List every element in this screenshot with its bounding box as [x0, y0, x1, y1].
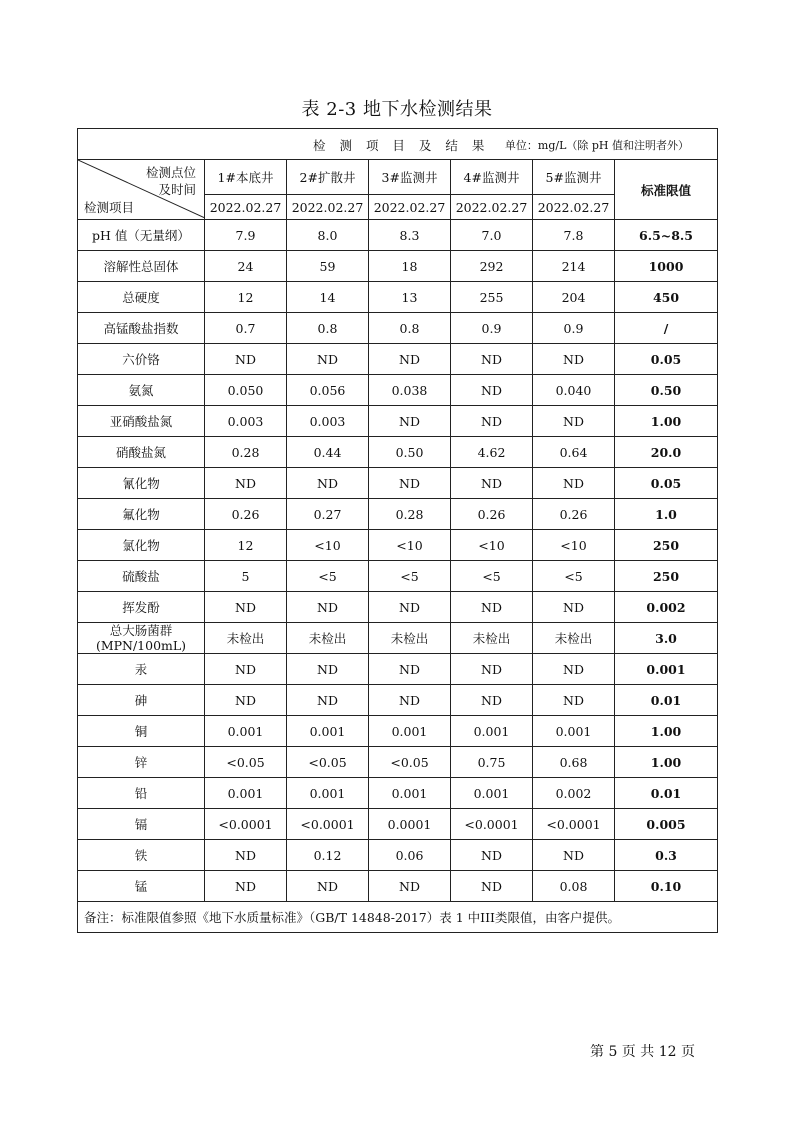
table-row — [78, 375, 718, 406]
result-value: 未检出 — [369, 623, 451, 654]
table-row — [78, 654, 718, 685]
item-name: 铁 — [78, 840, 205, 871]
result-value: 13 — [369, 282, 451, 313]
result-value: 12 — [205, 530, 287, 561]
result-value: 0.26 — [533, 499, 615, 530]
result-value: 0.8 — [287, 313, 369, 344]
result-value: 0.002 — [533, 778, 615, 809]
result-value: 未检出 — [205, 623, 287, 654]
result-value: ND — [205, 592, 287, 623]
table-row — [78, 282, 718, 313]
table-row — [78, 251, 718, 282]
table-row — [78, 561, 718, 592]
result-value: 8.0 — [287, 220, 369, 251]
result-value: 0.64 — [533, 437, 615, 468]
result-value: <10 — [451, 530, 533, 561]
result-value: <10 — [287, 530, 369, 561]
result-value: 0.001 — [451, 778, 533, 809]
result-value: ND — [451, 871, 533, 902]
result-value: 0.040 — [533, 375, 615, 406]
site-date: 2022.02.27 — [369, 195, 451, 220]
result-value: <5 — [287, 561, 369, 592]
result-value: 8.3 — [369, 220, 451, 251]
result-value: <5 — [451, 561, 533, 592]
table-row — [78, 344, 718, 375]
result-value: ND — [205, 654, 287, 685]
result-value: 0.44 — [287, 437, 369, 468]
standard-value: 0.002 — [615, 592, 718, 623]
standard-header: 标准限值 — [615, 160, 718, 220]
result-value: ND — [205, 685, 287, 716]
result-value: 0.8 — [369, 313, 451, 344]
result-value: <0.0001 — [533, 809, 615, 840]
result-value: ND — [451, 685, 533, 716]
result-value: ND — [369, 871, 451, 902]
table-row — [78, 592, 718, 623]
result-value: ND — [451, 654, 533, 685]
result-value: ND — [451, 344, 533, 375]
table-row — [78, 468, 718, 499]
item-name: 汞 — [78, 654, 205, 685]
table-row — [78, 406, 718, 437]
corner-top-label: 检测点位 及时间 — [145, 165, 196, 197]
result-value: 214 — [533, 251, 615, 282]
result-value: 0.7 — [205, 313, 287, 344]
result-value: ND — [451, 840, 533, 871]
table-row — [78, 685, 718, 716]
result-value: <0.05 — [369, 747, 451, 778]
site-header: 3#监测井 — [369, 160, 451, 195]
item-name: 六价铬 — [78, 344, 205, 375]
result-value: ND — [369, 344, 451, 375]
result-value: 0.001 — [205, 778, 287, 809]
result-value: 0.9 — [451, 313, 533, 344]
result-value: 14 — [287, 282, 369, 313]
site-header: 1#本底井 — [205, 160, 287, 195]
result-value: ND — [533, 406, 615, 437]
result-value: 0.001 — [369, 716, 451, 747]
result-value: 24 — [205, 251, 287, 282]
table-row — [78, 716, 718, 747]
site-header: 4#监测井 — [451, 160, 533, 195]
result-value: 292 — [451, 251, 533, 282]
result-value: 204 — [533, 282, 615, 313]
item-name: 硝酸盐氮 — [78, 437, 205, 468]
table-row — [78, 530, 718, 561]
corner-bottom-label: 检测项目 — [84, 200, 135, 215]
table-caption — [78, 129, 718, 160]
item-name: 亚硝酸盐氮 — [78, 406, 205, 437]
standard-value: / — [615, 313, 718, 344]
standard-value: 0.05 — [615, 344, 718, 375]
table-row — [78, 437, 718, 468]
item-name: 镉 — [78, 809, 205, 840]
site-header: 2#扩散井 — [287, 160, 369, 195]
result-value: 0.0001 — [369, 809, 451, 840]
result-value: 0.003 — [205, 406, 287, 437]
site-header: 5#监测井 — [533, 160, 615, 195]
result-value: 7.9 — [205, 220, 287, 251]
result-value: 4.62 — [451, 437, 533, 468]
item-name: 氟化物 — [78, 499, 205, 530]
result-value: ND — [205, 840, 287, 871]
result-value: <0.05 — [205, 747, 287, 778]
result-value: ND — [205, 871, 287, 902]
unit-note: 单位：mg/L（除 pH 值和注明者外） — [504, 139, 690, 152]
result-value: 5 — [205, 561, 287, 592]
standard-value: 0.001 — [615, 654, 718, 685]
result-value: ND — [451, 592, 533, 623]
result-value: 0.08 — [533, 871, 615, 902]
table-title: 表 2-3 地下水检测结果 — [301, 99, 493, 120]
result-value: <5 — [369, 561, 451, 592]
result-value: 0.26 — [451, 499, 533, 530]
result-value: ND — [287, 344, 369, 375]
result-value: 0.28 — [369, 499, 451, 530]
result-value: 7.0 — [451, 220, 533, 251]
table-row — [78, 809, 718, 840]
result-value: 12 — [205, 282, 287, 313]
result-value: ND — [451, 406, 533, 437]
result-value: ND — [369, 654, 451, 685]
result-value: 0.001 — [451, 716, 533, 747]
standard-value: 250 — [615, 561, 718, 592]
table-row — [78, 220, 718, 251]
result-value: ND — [533, 685, 615, 716]
item-name: 砷 — [78, 685, 205, 716]
result-value: ND — [369, 592, 451, 623]
standard-value: 1.00 — [615, 406, 718, 437]
caption-text: 检 测 项 目 及 结 果 — [313, 138, 490, 153]
standard-value: 1.00 — [615, 747, 718, 778]
item-name: 总大肠菌群 (MPN/100mL) — [78, 623, 205, 654]
site-date: 2022.02.27 — [533, 195, 615, 220]
result-value: ND — [369, 468, 451, 499]
table-row — [78, 313, 718, 344]
result-value: 0.75 — [451, 747, 533, 778]
result-value: ND — [369, 685, 451, 716]
standard-value: 0.3 — [615, 840, 718, 871]
result-value: ND — [205, 468, 287, 499]
result-value: 0.9 — [533, 313, 615, 344]
result-value: 0.26 — [205, 499, 287, 530]
standard-value: 0.50 — [615, 375, 718, 406]
result-value: 0.68 — [533, 747, 615, 778]
result-value: <0.0001 — [451, 809, 533, 840]
item-name: 氯化物 — [78, 530, 205, 561]
result-value: ND — [533, 344, 615, 375]
result-value: 0.003 — [287, 406, 369, 437]
table-note: 备注：标准限值参照《地下水质量标准》（GB/T 14848-2017）表 1 中III类限值，由客户提供。 — [78, 902, 718, 933]
table-row — [78, 840, 718, 871]
table-row — [78, 871, 718, 902]
standard-value: 0.05 — [615, 468, 718, 499]
table-row — [78, 747, 718, 778]
item-name: 高锰酸盐指数 — [78, 313, 205, 344]
result-value: 255 — [451, 282, 533, 313]
result-value: ND — [533, 840, 615, 871]
site-date: 2022.02.27 — [451, 195, 533, 220]
table-row — [78, 499, 718, 530]
result-value: ND — [451, 375, 533, 406]
result-value: 0.001 — [533, 716, 615, 747]
result-value: 0.50 — [369, 437, 451, 468]
item-name: 氰化物 — [78, 468, 205, 499]
standard-value: 1.0 — [615, 499, 718, 530]
standard-value: 0.01 — [615, 685, 718, 716]
table-row — [78, 623, 718, 654]
site-date: 2022.02.27 — [287, 195, 369, 220]
item-name: pH 值（无量纲） — [78, 220, 205, 251]
result-value: 0.27 — [287, 499, 369, 530]
item-name: 氨氮 — [78, 375, 205, 406]
standard-value: 250 — [615, 530, 718, 561]
result-value: 未检出 — [533, 623, 615, 654]
result-value: ND — [287, 871, 369, 902]
standard-value: 6.5~8.5 — [615, 220, 718, 251]
result-value: ND — [533, 654, 615, 685]
result-value: 0.038 — [369, 375, 451, 406]
result-value: 0.28 — [205, 437, 287, 468]
site-date: 2022.02.27 — [205, 195, 287, 220]
result-value: ND — [533, 468, 615, 499]
item-name: 硫酸盐 — [78, 561, 205, 592]
result-value: 59 — [287, 251, 369, 282]
result-value: <0.05 — [287, 747, 369, 778]
standard-value: 3.0 — [615, 623, 718, 654]
item-name: 锌 — [78, 747, 205, 778]
result-value: <10 — [369, 530, 451, 561]
page-number: 第 5 页 共 12 页 — [590, 1044, 695, 1060]
result-value: 0.06 — [369, 840, 451, 871]
standard-value: 20.0 — [615, 437, 718, 468]
result-value: ND — [369, 406, 451, 437]
item-name: 挥发酚 — [78, 592, 205, 623]
item-name: 总硬度 — [78, 282, 205, 313]
result-value: ND — [451, 468, 533, 499]
result-value: ND — [287, 468, 369, 499]
result-value: ND — [205, 344, 287, 375]
standard-value: 0.10 — [615, 871, 718, 902]
result-value: ND — [287, 592, 369, 623]
result-value: <0.0001 — [287, 809, 369, 840]
table-row — [78, 778, 718, 809]
result-value: ND — [287, 685, 369, 716]
result-value: 0.056 — [287, 375, 369, 406]
result-value: <10 — [533, 530, 615, 561]
standard-value: 450 — [615, 282, 718, 313]
result-value: <0.0001 — [205, 809, 287, 840]
item-name: 铅 — [78, 778, 205, 809]
standard-value: 0.01 — [615, 778, 718, 809]
result-value: <5 — [533, 561, 615, 592]
corner-header — [78, 160, 205, 220]
result-value: ND — [287, 654, 369, 685]
result-value: ND — [533, 592, 615, 623]
results-table — [77, 128, 718, 933]
item-name: 锰 — [78, 871, 205, 902]
item-name: 溶解性总固体 — [78, 251, 205, 282]
result-value: 0.12 — [287, 840, 369, 871]
result-value: 未检出 — [451, 623, 533, 654]
result-value: 0.001 — [205, 716, 287, 747]
result-value: 18 — [369, 251, 451, 282]
result-value: 0.050 — [205, 375, 287, 406]
result-value: 7.8 — [533, 220, 615, 251]
result-value: 0.001 — [369, 778, 451, 809]
standard-value: 0.005 — [615, 809, 718, 840]
result-value: 0.001 — [287, 716, 369, 747]
standard-value: 1000 — [615, 251, 718, 282]
result-value: 0.001 — [287, 778, 369, 809]
standard-value: 1.00 — [615, 716, 718, 747]
result-value: 未检出 — [287, 623, 369, 654]
item-name: 铜 — [78, 716, 205, 747]
